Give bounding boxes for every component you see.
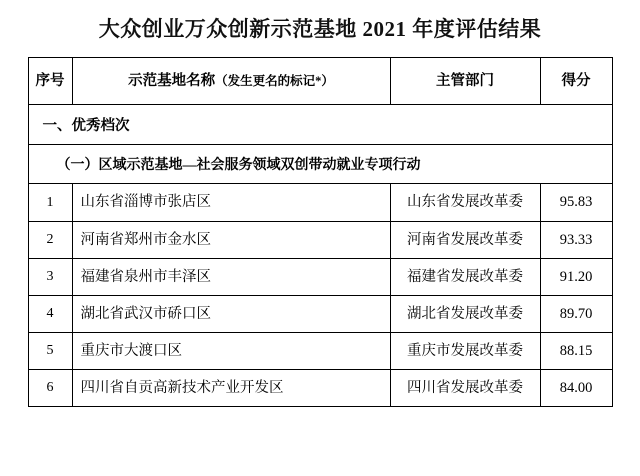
- row-score-text: 84.00: [559, 380, 593, 397]
- column-header-score-label: 得分: [561, 73, 591, 90]
- table-header-row: [28, 58, 612, 105]
- row-no-text: 3: [46, 268, 54, 284]
- row-dept-text: 湖北省发展改革委: [407, 305, 523, 322]
- evaluation-results-table: [28, 57, 613, 407]
- row-no: [28, 370, 72, 407]
- row-name: [72, 370, 390, 407]
- table-row: [28, 258, 612, 295]
- row-no-text: 6: [46, 380, 54, 396]
- column-header-no: [28, 58, 72, 105]
- row-no-text: 1: [46, 194, 54, 210]
- subsection-label: （一）区域示范基地—社会服务领域双创带动就业专项行动: [56, 158, 421, 174]
- table-subsection-row: [28, 145, 612, 184]
- row-score-text: 89.70: [559, 305, 593, 322]
- column-header-name-main: 示范基地名称: [128, 73, 216, 90]
- row-no-text: 2: [46, 231, 54, 247]
- column-header-name: [72, 58, 390, 105]
- row-no: [28, 258, 72, 295]
- row-score: [540, 221, 612, 258]
- row-score-text: 95.83: [559, 194, 593, 211]
- table-section-row: [28, 105, 612, 145]
- table-row: [28, 370, 612, 407]
- row-score: [540, 295, 612, 332]
- row-dept: [390, 221, 540, 258]
- row-dept: [390, 258, 540, 295]
- row-name: [72, 221, 390, 258]
- row-no-text: 4: [46, 306, 54, 322]
- row-no: [28, 332, 72, 369]
- row-score-text: 91.20: [559, 268, 593, 285]
- row-name: [72, 295, 390, 332]
- row-name: [72, 258, 390, 295]
- row-no: [28, 295, 72, 332]
- row-dept-text: 福建省发展改革委: [407, 268, 523, 285]
- table-row: [28, 221, 612, 258]
- row-name-text: 四川省自贡高新技术产业开发区: [80, 380, 284, 397]
- column-header-dept-label: 主管部门: [436, 73, 494, 90]
- column-header-no-label: 序号: [35, 73, 65, 90]
- section-label: 一、优秀档次: [42, 118, 130, 135]
- row-score: [540, 370, 612, 407]
- row-dept: [390, 184, 540, 221]
- row-dept: [390, 295, 540, 332]
- row-dept-text: 山东省发展改革委: [407, 194, 523, 211]
- row-score: [540, 332, 612, 369]
- row-name-text: 山东省淄博市张店区: [80, 194, 211, 211]
- section-cell: [28, 105, 612, 145]
- row-name: [72, 184, 390, 221]
- column-header-dept: [390, 58, 540, 105]
- row-no: [28, 184, 72, 221]
- row-score-text: 88.15: [559, 342, 593, 359]
- table-row: [28, 295, 612, 332]
- row-dept: [390, 332, 540, 369]
- row-dept-text: 重庆市发展改革委: [407, 342, 523, 359]
- row-dept: [390, 370, 540, 407]
- row-name-text: 福建省泉州市丰泽区: [80, 268, 211, 285]
- row-name-text: 河南省郑州市金水区: [80, 231, 211, 248]
- subsection-cell: [28, 145, 612, 184]
- row-no: [28, 221, 72, 258]
- row-score: [540, 258, 612, 295]
- table-row: [28, 332, 612, 369]
- row-name-text: 重庆市大渡口区: [80, 342, 182, 359]
- row-name: [72, 332, 390, 369]
- column-header-name-sub: （发生更名的标记*）: [215, 74, 334, 89]
- table-row: [28, 184, 612, 221]
- column-header-score: [540, 58, 612, 105]
- row-no-text: 5: [46, 343, 54, 359]
- row-dept-text: 河南省发展改革委: [407, 231, 523, 248]
- row-dept-text: 四川省发展改革委: [407, 380, 523, 397]
- row-score: [540, 184, 612, 221]
- row-name-text: 湖北省武汉市硚口区: [80, 305, 211, 322]
- row-score-text: 93.33: [559, 231, 593, 248]
- page-title: 大众创业万众创新示范基地 2021 年度评估结果: [98, 17, 542, 41]
